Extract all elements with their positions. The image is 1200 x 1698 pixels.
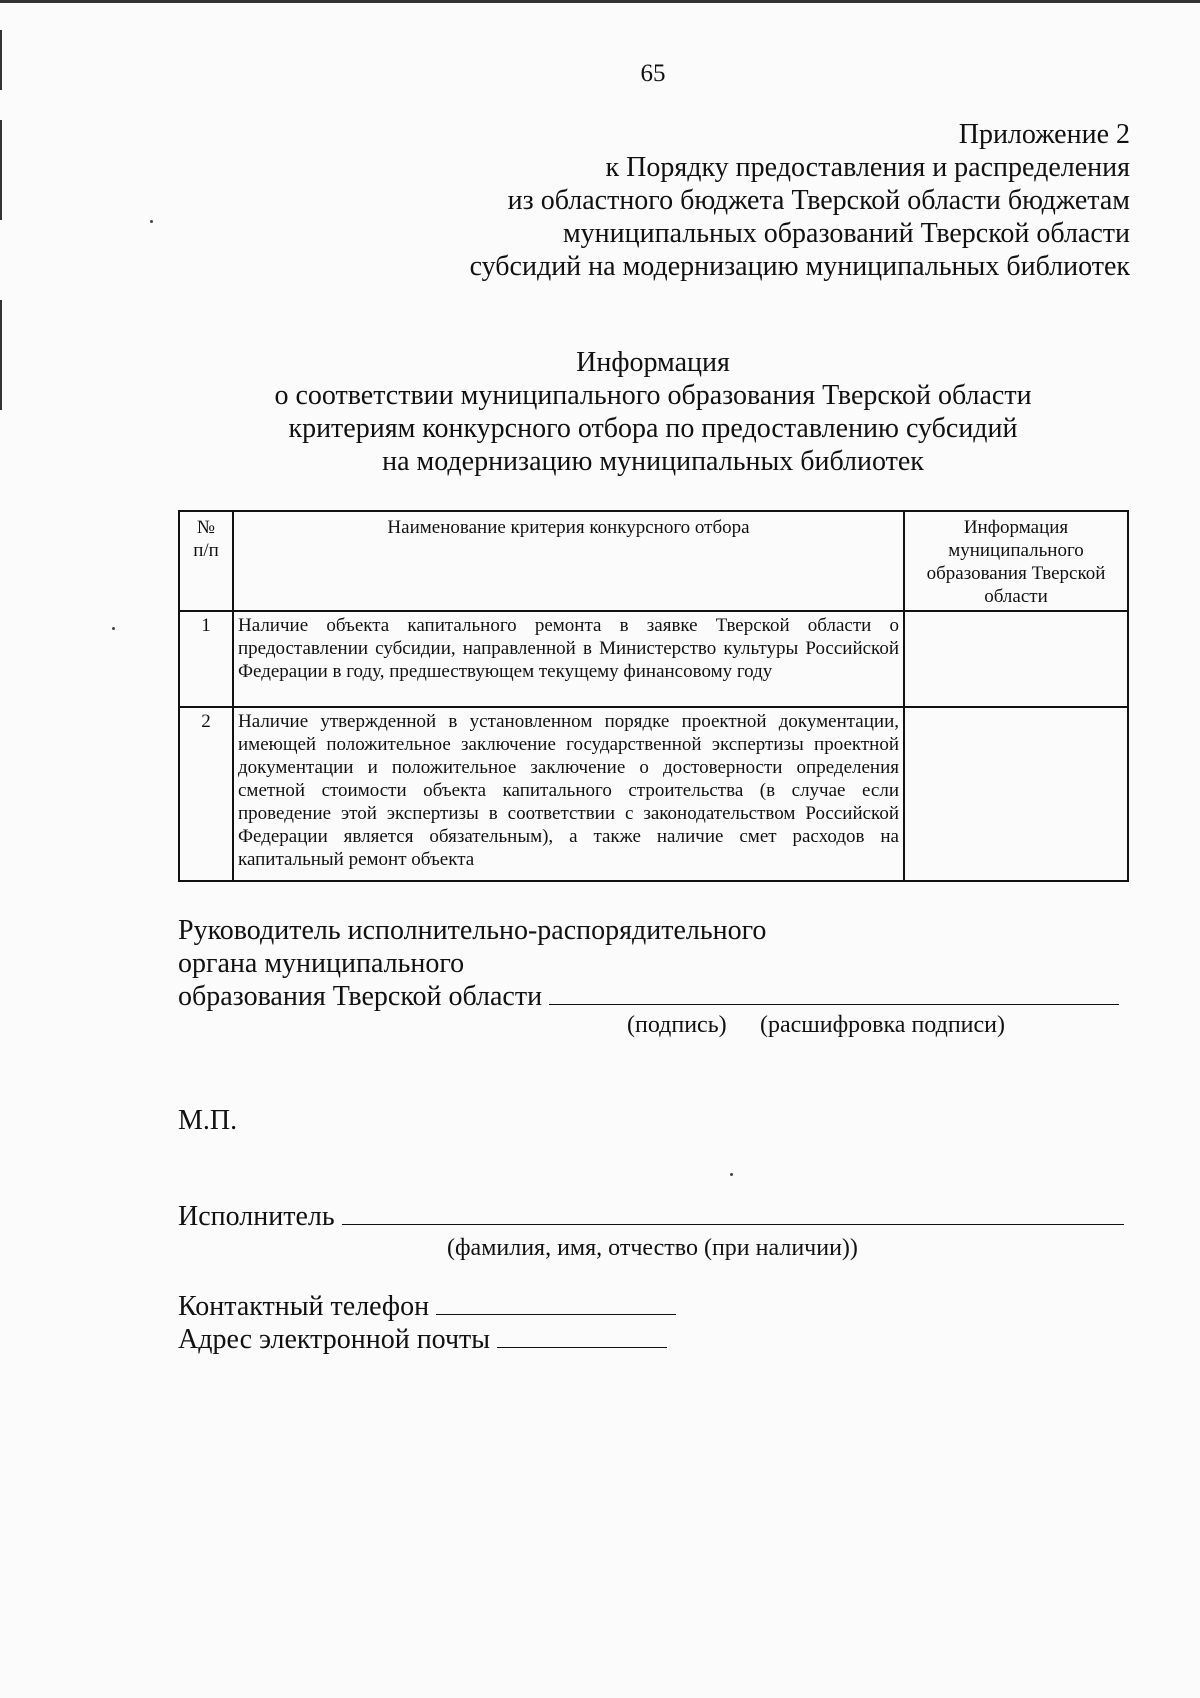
title-line: на модернизацию муниципальных библиотек — [382, 446, 924, 477]
signature-title-text: образования Тверской области — [178, 981, 543, 1012]
header-info: Информация муниципального образования Тверской области — [904, 511, 1128, 611]
signature-block — [178, 914, 1119, 1013]
title-line: о соответствии муниципального образования Тверской области — [274, 380, 1032, 411]
executor-caption: (фамилия, имя, отчество (при наличии)) — [447, 1235, 858, 1261]
row-info-cell[interactable] — [904, 611, 1128, 707]
appendix-line: из областного бюджета Тверской области бюджетам — [507, 185, 1130, 216]
header-number-abbr: п/п — [193, 540, 219, 561]
appendix-line: Приложение 2 — [958, 119, 1130, 150]
signature-title-line — [178, 980, 1119, 1013]
phone-field[interactable] — [436, 1314, 676, 1315]
signature-title-line: органа муниципального — [178, 948, 465, 979]
signature-field[interactable] — [549, 1004, 1119, 1005]
executor-label: Исполнитель — [178, 1201, 335, 1232]
document-title — [0, 346, 1200, 478]
title-line: Информация — [576, 347, 730, 378]
email-label: Адрес электронной почты — [178, 1324, 491, 1355]
row-criterion: Наличие утвержденной в установленном порядке проектной документации, имеющей положительное заключение государственной экспертизы проектной документации и положительное заключение о достоверности определения сметной стоимости объекта капитального строительства (в случае если проведение этой экспертизы в соответствии с законодательством Российской Федерации является обязательным), а также наличие смет расходов на капитальный ремонт объекта — [233, 707, 904, 881]
row-number: 2 — [179, 707, 233, 881]
contacts-block — [178, 1290, 676, 1356]
header-criterion-name: Наименование критерия конкурсного отбора — [233, 511, 904, 611]
signature-title-line: Руководитель исполнительно-распорядительного — [178, 915, 767, 946]
appendix-line: к Порядку предоставления и распределения — [605, 152, 1130, 183]
scan-left-edge — [0, 120, 2, 220]
table-row — [179, 707, 1128, 881]
criteria-table — [178, 510, 1129, 882]
row-info-cell[interactable] — [904, 707, 1128, 881]
row-criterion: Наличие объекта капитального ремонта в заявке Тверской области о предоставлении субсидии, направленной в Министерство культуры Российской Федерации в году, предшествующем текущему финансовому году — [233, 611, 904, 707]
email-field[interactable] — [497, 1347, 667, 1348]
phone-row — [178, 1290, 676, 1323]
executor-row — [178, 1200, 1124, 1233]
phone-label: Контактный телефон — [178, 1291, 430, 1322]
table-row — [179, 611, 1128, 707]
title-line: критериям конкурсного отбора по предоставлению субсидий — [288, 413, 1018, 444]
appendix-header — [470, 118, 1130, 283]
email-row — [178, 1323, 676, 1356]
stamp-placeholder: М.П. — [178, 1105, 238, 1136]
scan-speck — [150, 220, 153, 223]
caption-signature: (подпись) — [627, 1012, 727, 1038]
scan-speck — [730, 1173, 733, 1176]
header-number — [179, 511, 233, 611]
caption-signature-decoding: (расшифровка подписи) — [760, 1012, 1005, 1038]
header-number-sign: № — [196, 517, 216, 538]
appendix-line: муниципальных образований Тверской области — [562, 218, 1130, 249]
row-number: 1 — [179, 611, 233, 707]
appendix-line: субсидий на модернизацию муниципальных библиотек — [469, 251, 1130, 282]
table-header-row — [179, 511, 1128, 611]
executor-field[interactable] — [342, 1224, 1124, 1225]
page-number: 65 — [640, 60, 666, 87]
scan-top-edge — [0, 0, 1200, 3]
scan-speck — [112, 627, 115, 630]
